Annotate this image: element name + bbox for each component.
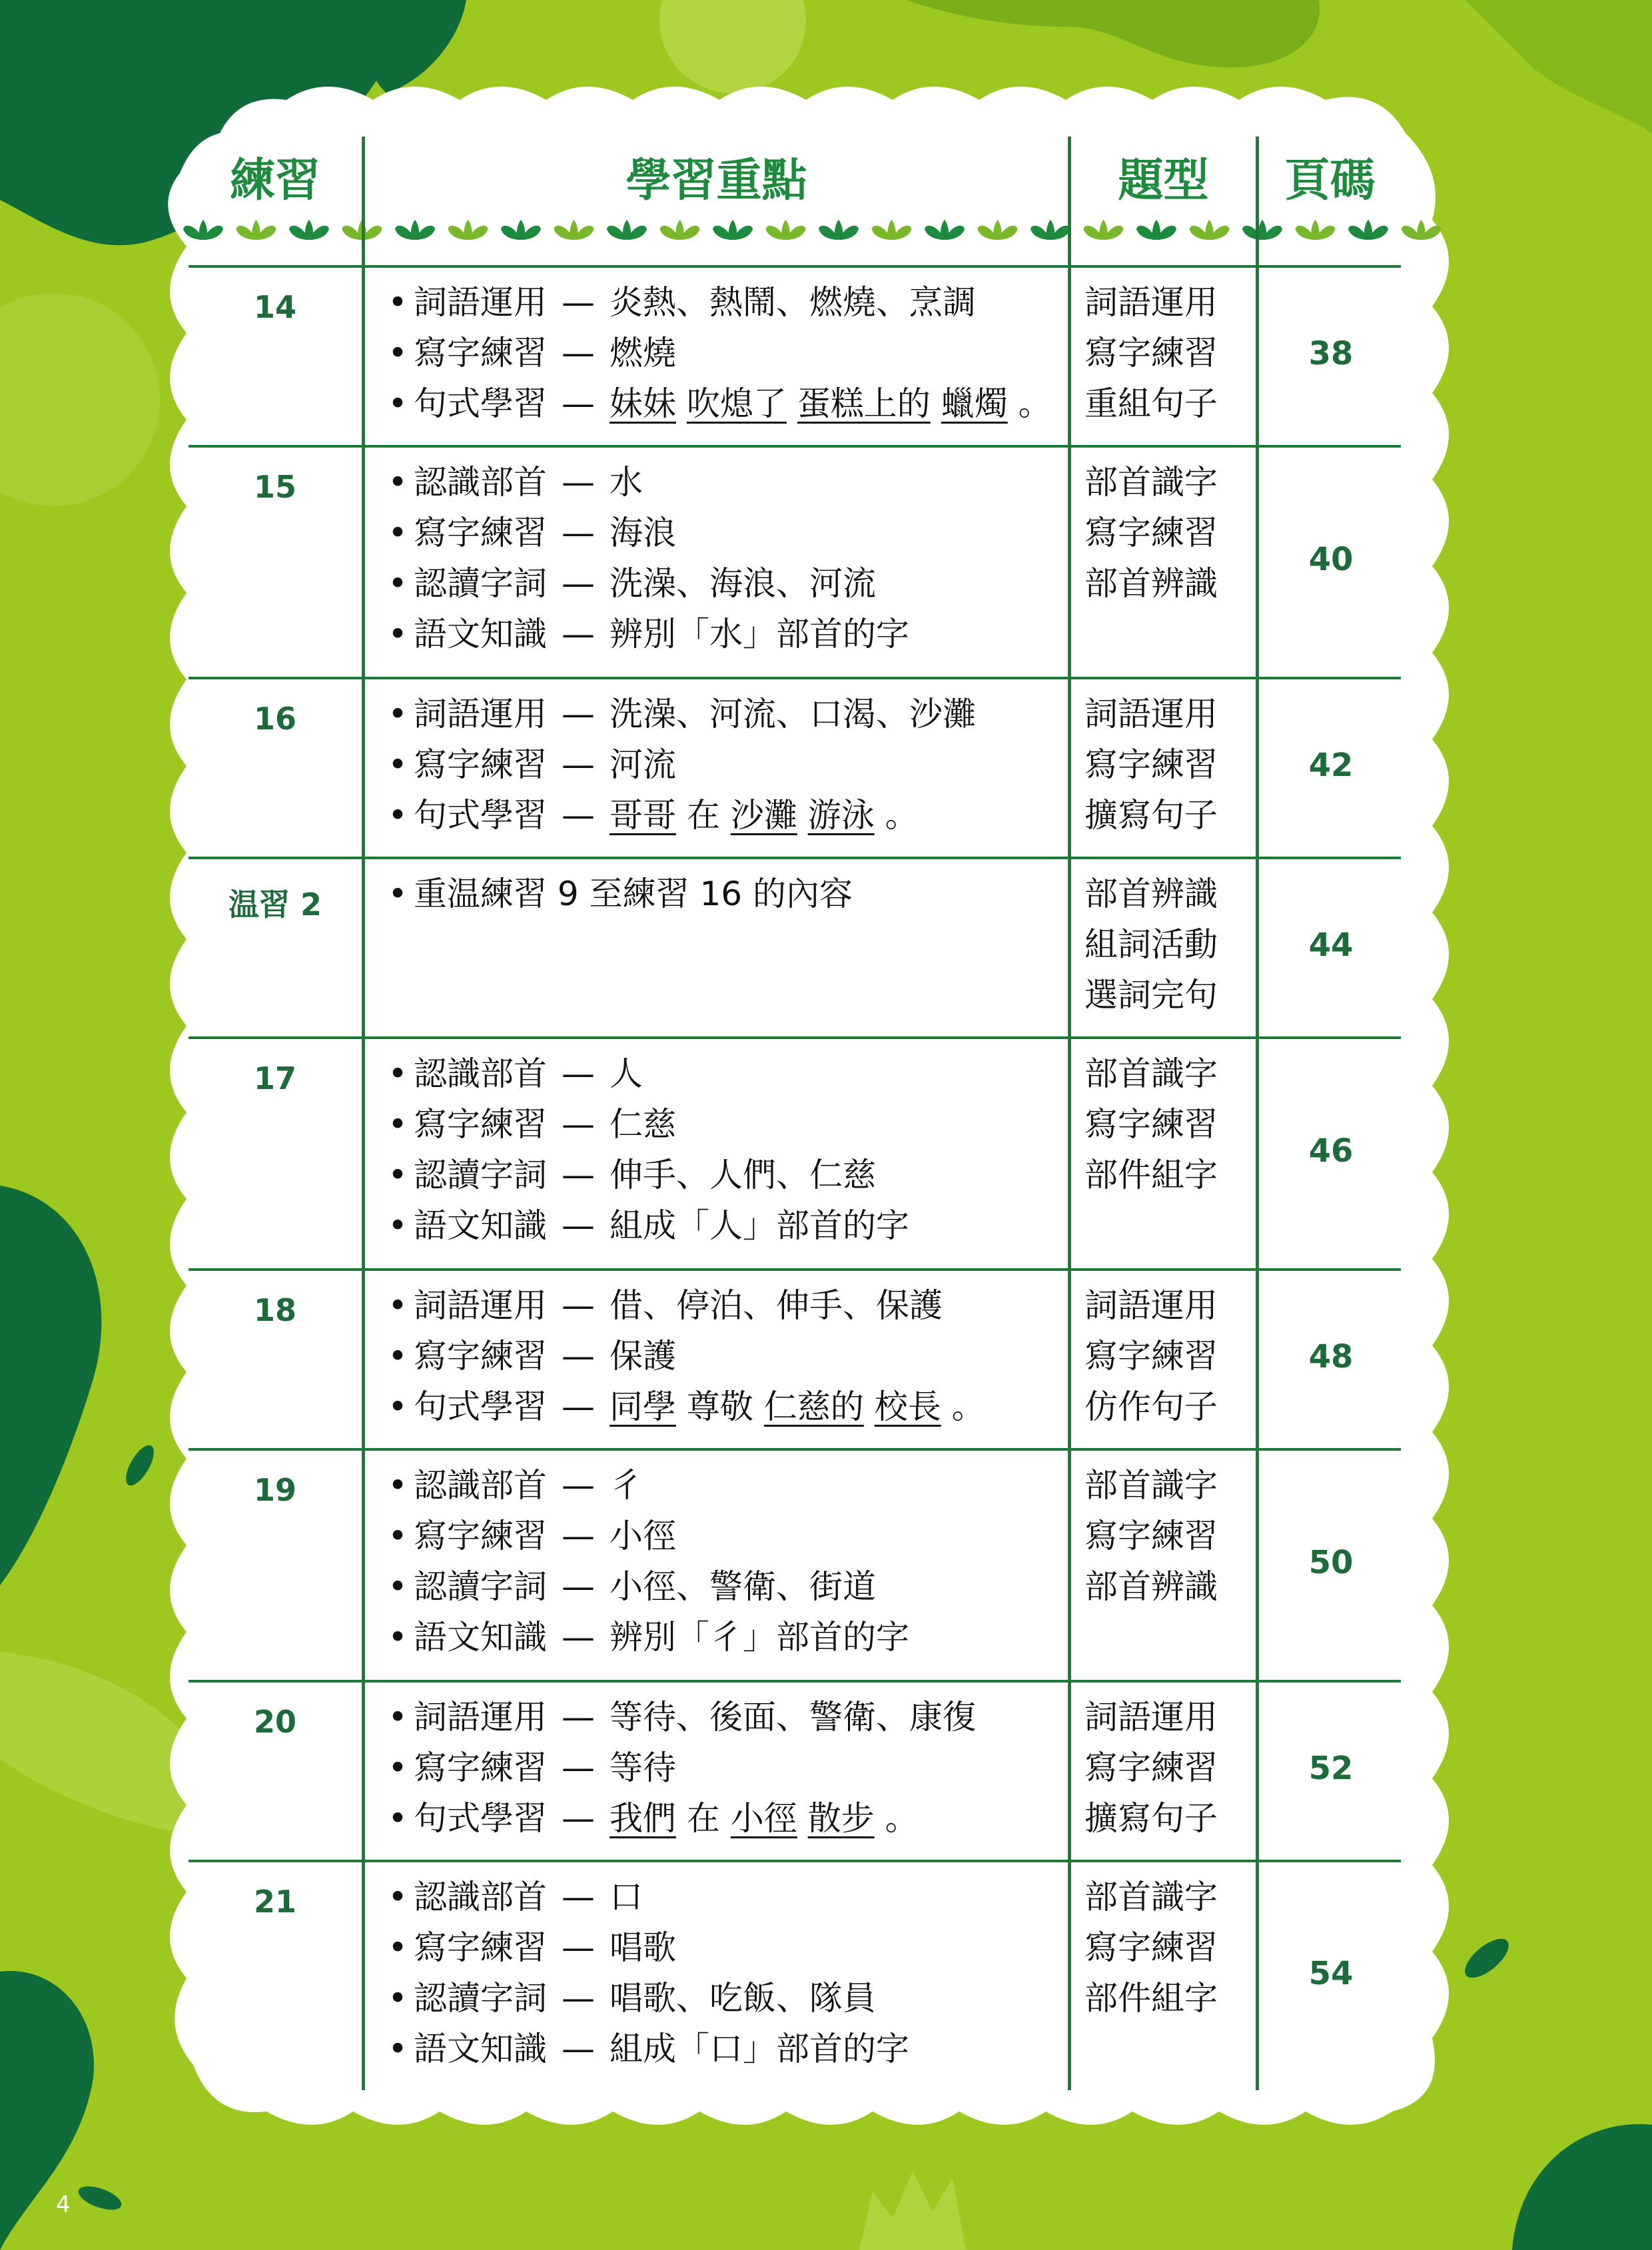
bullet-icon: •: [388, 875, 408, 913]
question-types: [1084, 1872, 1264, 2024]
point-content: 燃燒: [610, 334, 676, 372]
dash-separator: —: [562, 514, 595, 552]
bullet-icon: •: [388, 1878, 408, 1916]
point-content: 口: [610, 1878, 643, 1916]
bullet-icon: •: [388, 796, 408, 835]
page-number: 4: [56, 2191, 71, 2218]
point-label: 句式學習: [414, 1387, 547, 1426]
table-row: [189, 1268, 1401, 1448]
point-content: 借、停泊、伸手、保護: [610, 1286, 943, 1325]
dash-separator: —: [562, 1387, 595, 1426]
question-types: [1084, 1460, 1264, 1612]
point-content: 重温練習 9 至練習 16 的內容: [414, 875, 853, 913]
question-type: 寫字練習: [1084, 1748, 1218, 1787]
point-label: 認識部首: [414, 463, 547, 502]
page-reference: 50: [1308, 1544, 1354, 1581]
bullet-icon: •: [388, 745, 408, 784]
question-type: 部首辨識: [1084, 1567, 1218, 1606]
point-label: 認識部首: [414, 1878, 547, 1916]
point-label: 寫字練習: [414, 1337, 547, 1375]
page-reference: 54: [1308, 1955, 1354, 1992]
page-reference: 44: [1308, 927, 1354, 964]
bullet-icon: •: [388, 564, 408, 603]
sentence-chunk: 蛋糕上的: [797, 384, 931, 423]
point-label: 認讀字詞: [414, 1567, 547, 1606]
point-content: 洗澡、河流、口渴、沙灘: [610, 695, 976, 733]
bullet-icon: •: [388, 2030, 408, 2068]
point-content: 水: [610, 463, 643, 502]
header-type: 題型: [1118, 154, 1209, 207]
question-type: 擴寫句子: [1084, 796, 1218, 835]
sentence-chunk: 蠟燭: [941, 384, 1008, 423]
question-types: [1084, 1692, 1264, 1844]
point-label: 詞語運用: [414, 283, 547, 322]
bullet-icon: •: [388, 1618, 408, 1657]
point-content: 海浪: [610, 514, 676, 552]
point-label: 認識部首: [414, 1054, 547, 1093]
dash-separator: —: [562, 463, 595, 502]
header-page: 頁碼: [1284, 154, 1376, 207]
dash-separator: —: [562, 1748, 595, 1787]
sentence-text: 尊敬: [676, 1387, 764, 1426]
bullet-icon: •: [388, 1387, 408, 1426]
dash-separator: —: [562, 1337, 595, 1375]
point-label: 寫字練習: [414, 1748, 547, 1787]
dash-separator: —: [562, 695, 595, 733]
dash-separator: —: [562, 1054, 595, 1093]
sentence-chunk: 游泳: [807, 796, 875, 835]
question-type: 詞語運用: [1084, 1286, 1218, 1325]
point-label: 詞語運用: [414, 1286, 547, 1325]
learning-point: [382, 1200, 1248, 1251]
question-type: 部件組字: [1084, 1979, 1218, 2018]
question-types: [1084, 1280, 1264, 1432]
question-type: 寫字練習: [1084, 1337, 1218, 1375]
question-types: [1084, 277, 1264, 429]
dash-separator: —: [562, 1799, 595, 1838]
point-label: 寫字練習: [414, 514, 547, 552]
dash-separator: —: [562, 1466, 595, 1505]
question-type: 仿作句子: [1084, 1387, 1218, 1426]
point-content: 組成「口」部首的字: [610, 2030, 909, 2068]
bullet-icon: •: [388, 695, 408, 733]
sentence-text: [931, 384, 941, 423]
learning-point: [382, 1612, 1248, 1663]
question-type: 詞語運用: [1084, 1698, 1218, 1736]
point-label: 寫字練習: [414, 1517, 547, 1555]
dash-separator: —: [562, 1698, 595, 1736]
dash-separator: —: [562, 1105, 595, 1144]
exercise-number: 温習 2: [228, 887, 322, 923]
page-reference: 38: [1308, 335, 1354, 372]
exercise-number: 16: [253, 701, 296, 737]
point-label: 語文知識: [414, 1618, 547, 1657]
bullet-icon: •: [388, 615, 408, 653]
sentence-chunk: 吹熄了: [686, 384, 787, 423]
point-content: 伸手、人們、仁慈: [610, 1156, 876, 1194]
dash-separator: —: [562, 1878, 595, 1916]
sentence-text: [676, 384, 687, 423]
question-types: [1084, 1048, 1264, 1200]
table-row: [189, 677, 1401, 857]
point-content: 辨別「彳」部首的字: [610, 1618, 909, 1657]
page-reference: 48: [1308, 1338, 1354, 1375]
dash-separator: —: [562, 1286, 595, 1325]
page-reference: 42: [1308, 747, 1354, 784]
dash-separator: —: [562, 745, 595, 784]
sentence-text: [864, 1387, 875, 1426]
sentence-text: 在: [676, 1799, 731, 1838]
learning-point: [382, 2024, 1248, 2074]
question-type: 寫字練習: [1084, 334, 1218, 372]
sentence-chunk: 散步: [807, 1799, 875, 1838]
dash-separator: —: [562, 1517, 595, 1555]
bullet-icon: •: [388, 1337, 408, 1375]
question-type: 部首識字: [1084, 463, 1218, 502]
exercise-number: 19: [253, 1472, 296, 1508]
dash-separator: —: [562, 334, 595, 372]
sentence-chunk: 沙灘: [730, 796, 797, 835]
question-type: 部首辨識: [1084, 875, 1218, 913]
bullet-icon: •: [388, 1979, 408, 2018]
point-label: 寫字練習: [414, 745, 547, 784]
dash-separator: —: [562, 1618, 595, 1657]
question-type: 重組句子: [1084, 384, 1218, 423]
exercise-number: 20: [253, 1704, 296, 1740]
bullet-icon: •: [388, 1054, 408, 1093]
question-types: [1084, 457, 1264, 609]
exercise-number: 17: [253, 1060, 296, 1096]
point-content: 等待: [610, 1748, 676, 1787]
dash-separator: —: [562, 796, 595, 835]
page-reference: 52: [1308, 1750, 1354, 1787]
point-label: 句式學習: [414, 1799, 547, 1838]
bullet-icon: •: [388, 384, 408, 423]
learning-point: [382, 609, 1248, 659]
exercise-number: 21: [253, 1884, 296, 1920]
header-focus: 學習重點: [625, 154, 807, 207]
question-type: 部首識字: [1084, 1466, 1218, 1505]
bullet-icon: •: [388, 1517, 408, 1555]
page-reference: 40: [1308, 541, 1354, 578]
dash-separator: —: [562, 1928, 595, 1967]
point-label: 詞語運用: [414, 695, 547, 733]
bullet-icon: •: [388, 1206, 408, 1245]
sentence-text: 在: [676, 796, 731, 835]
dash-separator: —: [562, 1567, 595, 1606]
sentence-text: [797, 1799, 808, 1838]
dash-separator: —: [562, 615, 595, 653]
bullet-icon: •: [388, 1105, 408, 1144]
bullet-icon: •: [388, 1156, 408, 1194]
header-exercise: 練習: [229, 154, 320, 207]
point-content: 洗澡、海浪、河流: [610, 564, 876, 603]
dash-separator: —: [562, 1206, 595, 1245]
question-type: 部首識字: [1084, 1878, 1218, 1916]
point-content: 小徑、警衛、街道: [610, 1567, 876, 1606]
point-label: 語文知識: [414, 1206, 547, 1245]
sentence-text: 。: [941, 1387, 985, 1426]
sentence-text: 。: [1007, 384, 1052, 423]
question-type: 部首識字: [1084, 1054, 1218, 1093]
point-content: 彳: [610, 1466, 643, 1505]
point-label: 認讀字詞: [414, 564, 547, 603]
question-type: 組詞活動: [1084, 925, 1218, 964]
point-content: 人: [610, 1054, 643, 1093]
exercise-number: 14: [253, 289, 296, 325]
question-type: 部件組字: [1084, 1156, 1218, 1194]
point-content: 唱歌、吃飯、隊員: [610, 1979, 876, 2018]
point-label: 寫字練習: [414, 1105, 547, 1144]
point-label: 寫字練習: [414, 334, 547, 372]
question-type: 選詞完句: [1084, 976, 1218, 1014]
point-label: 詞語運用: [414, 1698, 547, 1736]
sentence-chunk: 校長: [874, 1387, 941, 1426]
bullet-icon: •: [388, 463, 408, 502]
sentence-text: [797, 796, 808, 835]
point-content: 河流: [610, 745, 676, 784]
sentence-text: 。: [874, 796, 919, 835]
point-content: 小徑: [610, 1517, 676, 1555]
exercise-number: 18: [253, 1292, 296, 1328]
page-reference: 46: [1308, 1132, 1354, 1170]
table-row: [189, 1036, 1401, 1268]
sentence-chunk: 小徑: [730, 1799, 797, 1838]
question-types: [1084, 689, 1264, 841]
point-content: 仁慈: [610, 1105, 676, 1144]
sentence-chunk: 仁慈的: [763, 1387, 864, 1426]
question-type: 詞語運用: [1084, 695, 1218, 733]
sentence-chunk: 哥哥: [610, 796, 676, 835]
bullet-icon: •: [388, 283, 408, 322]
bullet-icon: •: [388, 1567, 408, 1606]
bullet-icon: •: [388, 1698, 408, 1736]
dash-separator: —: [562, 564, 595, 603]
question-type: 擴寫句子: [1084, 1799, 1218, 1838]
question-types: [1084, 869, 1264, 1020]
dash-separator: —: [562, 1979, 595, 2018]
table-row: [189, 1680, 1401, 1860]
point-label: 句式學習: [414, 384, 547, 423]
table-row: [189, 265, 1401, 445]
bullet-icon: •: [388, 514, 408, 552]
bullet-icon: •: [388, 1799, 408, 1838]
question-type: 寫字練習: [1084, 1105, 1218, 1144]
point-label: 認讀字詞: [414, 1156, 547, 1194]
point-content: 等待、後面、警衛、康復: [610, 1698, 976, 1736]
sentence-chunk: 同學: [610, 1387, 676, 1426]
dash-separator: —: [562, 384, 595, 423]
bullet-icon: •: [388, 1748, 408, 1787]
table-row: [189, 1448, 1401, 1680]
table-row: [189, 857, 1401, 1036]
point-label: 認識部首: [414, 1466, 547, 1505]
question-type: 詞語運用: [1084, 283, 1218, 322]
bullet-icon: •: [388, 1286, 408, 1325]
question-type: 寫字練習: [1084, 1928, 1218, 1967]
point-content: 唱歌: [610, 1928, 676, 1967]
point-content: 辨別「水」部首的字: [610, 615, 909, 653]
table-row: [189, 1860, 1401, 2090]
point-content: 保護: [610, 1337, 676, 1375]
exercise-number: 15: [253, 469, 296, 505]
point-label: 認讀字詞: [414, 1979, 547, 2018]
point-content: 組成「人」部首的字: [610, 1206, 909, 1245]
bullet-icon: •: [388, 1466, 408, 1505]
sentence-text: 。: [874, 1799, 919, 1838]
point-label: 語文知識: [414, 2030, 547, 2068]
question-type: 部首辨識: [1084, 564, 1218, 603]
point-label: 寫字練習: [414, 1928, 547, 1967]
bullet-icon: •: [388, 1928, 408, 1967]
dash-separator: —: [562, 1156, 595, 1194]
point-label: 語文知識: [414, 615, 547, 653]
point-content: 炎熱、熱鬧、燃燒、烹調: [610, 283, 976, 322]
point-label: 句式學習: [414, 796, 547, 835]
sentence-chunk: 我們: [610, 1799, 676, 1838]
question-type: 寫字練習: [1084, 514, 1218, 552]
dash-separator: —: [562, 2030, 595, 2068]
question-type: 寫字練習: [1084, 1517, 1218, 1555]
question-type: 寫字練習: [1084, 745, 1218, 784]
bullet-icon: •: [388, 334, 408, 372]
dash-separator: —: [562, 283, 595, 322]
sentence-chunk: 妹妹: [610, 384, 676, 423]
sentence-text: [787, 384, 797, 423]
table-row: [189, 445, 1401, 677]
